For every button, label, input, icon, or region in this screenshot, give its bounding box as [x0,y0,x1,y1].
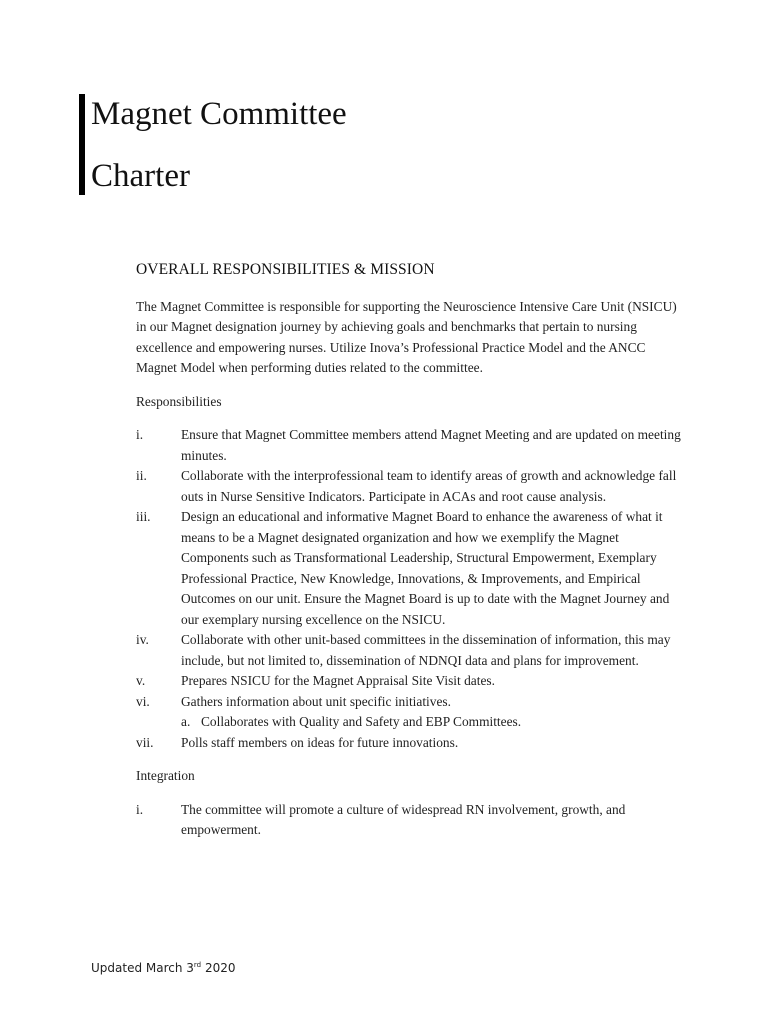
item-text: Gathers information about unit specific initiatives. [181,693,451,709]
list-item [136,466,681,507]
item-text: Prepares NSICU for the Magnet Appraisal Site Visit dates. [181,673,495,688]
item-text: The committee will promote a culture of widespread RN involvement, growth, and empowerment. [181,801,626,837]
item-text: Collaborate with other unit-based committees in the dissemination of information, this may include, but not limited to, dissemination of NDNQI data and plans for improvement. [181,632,671,668]
sub-list-item [136,712,681,733]
item-text: Collaborate with the interprofessional team to identify areas of growth and acknowledge fall outs in Nurse Sensitive Indicators. Participate in ACAs and root cause analysis. [181,468,677,504]
updated-date-footer [91,961,235,975]
item-text: Polls staff members on ideas for future innovations. [181,734,459,750]
responsibilities-heading: Responsibilities [136,393,222,409]
list-item [136,425,681,466]
title-accent-bar [79,94,85,195]
item-text: Design an educational and informative Magnet Board to enhance the awareness of what it means to be a Magnet designated organization and how we exemplify the Magnet Components such as Transformational Leadership, Structural Empowerment, Exemplary Professional Practice, New Knowledge, Innovations, & Improvements, and Empirical Outcomes on our unit. Ensure the Magnet Board is up to date with the Magnet Journey and our exemplary nursing excellence on the NSICU. [181,509,670,627]
item-number: vii. [136,734,154,750]
item-number: i. [136,427,144,442]
item-number: v. [136,673,146,688]
integration-heading: Integration [136,768,195,783]
section-heading: OVERALL RESPONSIBILITIES & MISSION [136,261,435,278]
intro-paragraph: The Magnet Committee is responsible for supporting the Neuroscience Intensive Care Unit (NSICU) in our Magnet designation journey by achieving goals and benchmarks that pertain to nursing excellence and empowering nurses. Utilize Inova’s Professional Practice Model and the ANCC Magnet Model when performing duties related to the committee. [136,298,677,375]
item-number: iii. [136,509,151,524]
list-item [136,800,681,841]
item-number: vi. [136,693,150,709]
list-item [136,692,681,713]
item-number: a. [181,714,191,729]
item-text: Ensure that Magnet Committee members attend Magnet Meeting and are updated on meeting minutes. [181,427,681,463]
list-item [136,733,681,754]
list-item [136,630,681,671]
list-item [136,671,681,692]
integration-list [136,800,681,841]
responsibilities-list [136,425,681,753]
item-number: ii. [136,468,147,483]
footer-year: 2020 [201,961,236,975]
list-item [136,507,681,630]
page-subtitle: Charter [91,158,190,194]
page-title: Magnet Committee [91,96,347,132]
document-body [136,260,681,854]
footer-ordinal: rd [193,961,202,969]
footer-text: Updated March 3 [91,961,194,975]
item-number: iv. [136,632,149,647]
item-number: i. [136,801,144,817]
item-text: Collaborates with Quality and Safety and EBP Committees. [201,714,522,729]
